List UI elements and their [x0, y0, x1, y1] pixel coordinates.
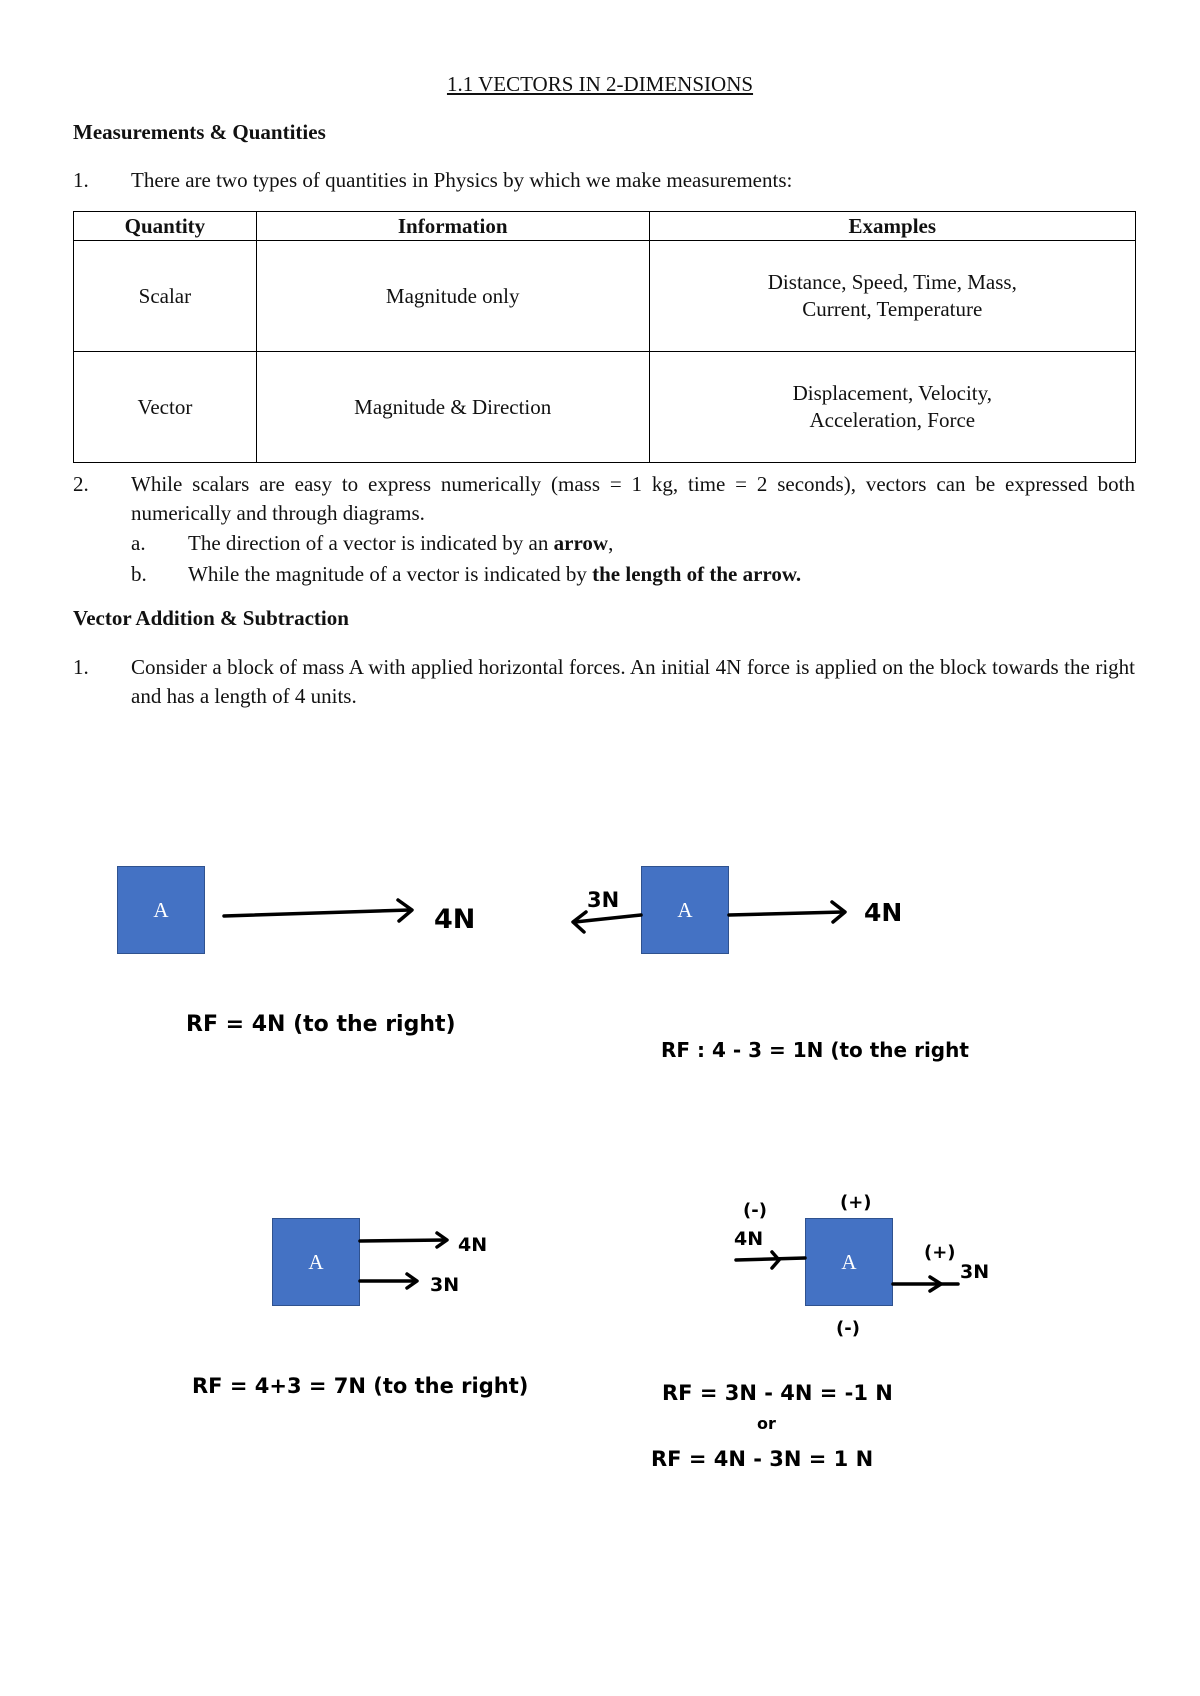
- force-label: 3N: [960, 1261, 990, 1283]
- force-arrow: [729, 912, 843, 915]
- table-cell: Scalar: [74, 241, 257, 352]
- force-label: 3N: [430, 1274, 460, 1296]
- block-a: A: [641, 866, 729, 954]
- force-arrow: [575, 915, 641, 922]
- sub-tail: ,: [608, 531, 614, 555]
- sub-text: While the magnitude of a vector is indicated by: [188, 562, 593, 586]
- list-item-text: Consider a block of mass A with applied horizontal forces. An initial 4N force is applied on the block towards the right and has a length of 4 units.: [131, 655, 1135, 708]
- table-cell: Magnitude only: [256, 241, 649, 352]
- result-label: RF = 4N - 3N = 1 N: [651, 1447, 874, 1471]
- force-label: 4N: [734, 1228, 764, 1250]
- examples-line: Current, Temperature: [802, 297, 983, 321]
- sub-bold: the length of the arrow.: [592, 562, 802, 586]
- list-item-text: There are two types of quantities in Physics by which we make measurements:: [131, 168, 793, 192]
- block-a: A: [117, 866, 205, 954]
- force-label: 4N: [864, 898, 903, 927]
- force-arrow: [736, 1258, 805, 1260]
- section-heading-measurements: Measurements & Quantities: [73, 120, 326, 144]
- table-header: Examples: [649, 212, 1135, 241]
- list-number: 2.: [73, 472, 89, 496]
- sub-list-letter: b.: [131, 562, 147, 586]
- force-arrow: [224, 910, 410, 916]
- result-label: RF = 3N - 4N = -1 N: [662, 1381, 893, 1405]
- force-label: 3N: [587, 888, 620, 912]
- force-arrow: [360, 1240, 446, 1241]
- sub-list-letter: a.: [131, 531, 146, 555]
- result-label: RF = 4+3 = 7N (to the right): [192, 1374, 529, 1398]
- sub-text: The direction of a vector is indicated by an: [188, 531, 554, 555]
- list-number: 1.: [73, 168, 89, 192]
- list-item-text: While scalars are easy to express numerically (mass = 1 kg, time = 2 seconds), vectors can be expressed both numerically and through diagrams.: [131, 472, 1135, 525]
- sign-label: (-): [743, 1200, 767, 1221]
- table-header: Quantity: [74, 212, 257, 241]
- result-or: or: [757, 1414, 776, 1433]
- result-label: RF : 4 - 3 = 1N (to the right: [661, 1038, 969, 1062]
- sub-bold: arrow: [553, 531, 609, 555]
- force-label: 4N: [434, 904, 476, 935]
- result-label: RF = 4N (to the right): [186, 1012, 456, 1037]
- list-number: 1.: [73, 655, 89, 679]
- table-cell: Magnitude & Direction: [256, 352, 649, 463]
- block-a: A: [272, 1218, 360, 1306]
- examples-line: Displacement, Velocity,: [792, 381, 993, 405]
- block-a: A: [805, 1218, 893, 1306]
- examples-line: Distance, Speed, Time, Mass,: [767, 270, 1017, 294]
- examples-line: Acceleration, Force: [809, 408, 976, 432]
- sign-label: (+): [924, 1242, 956, 1263]
- table-header: Information: [256, 212, 649, 241]
- sign-label: (-): [836, 1318, 860, 1339]
- page-title: 1.1 VECTORS IN 2-DIMENSIONS: [446, 72, 754, 96]
- sign-label: (+): [840, 1192, 872, 1213]
- force-label: 4N: [458, 1234, 488, 1256]
- table-cell: Vector: [74, 352, 257, 463]
- section-heading-vector-addition: Vector Addition & Subtraction: [73, 606, 349, 630]
